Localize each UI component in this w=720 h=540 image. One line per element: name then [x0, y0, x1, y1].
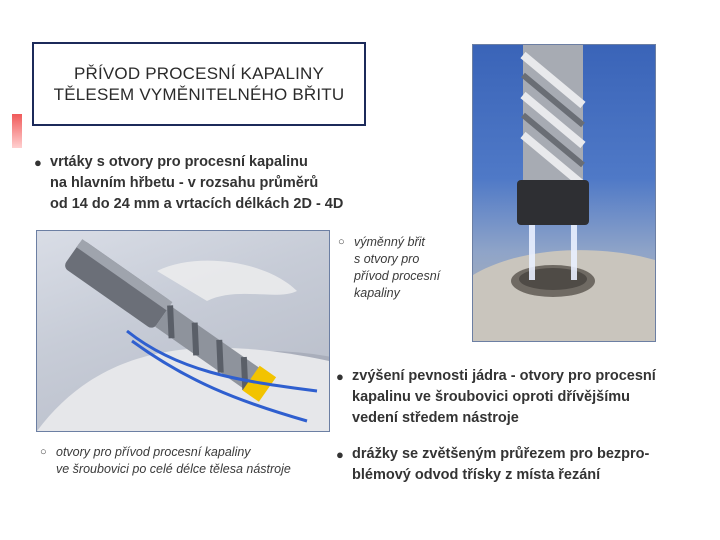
title-line-1: PŘÍVOD PROCESNÍ KAPALINY [73, 64, 325, 83]
bullet-line: drážky se zvětšeným průřezem pro bezpro- [352, 446, 650, 462]
note-coolant-holes [40, 444, 291, 478]
drill-illustration-left [37, 231, 329, 431]
drill-photo-left [36, 230, 330, 432]
note-insert [338, 234, 441, 302]
title-line-2: TĚLESEM VYMĚNITELNÉHO BŘITU [53, 85, 345, 104]
bullet-line: od 14 do 24 mm a vrtacích délkách 2D - 4D [50, 196, 344, 212]
note-line: kapaliny [354, 286, 400, 300]
bullet-core-strength [336, 366, 656, 429]
title-box [32, 42, 366, 126]
bullet-line: kapalinu ve šroubovici oproti dřívějšímu [352, 389, 630, 405]
hollow-bullet-icon: ○ [40, 446, 47, 458]
note-line: s otvory pro [354, 252, 420, 266]
drill-illustration-right [473, 45, 655, 341]
bullet-line: na hlavním hřbetu - v rozsahu průměrů [50, 175, 319, 191]
bullet-icon: ● [336, 447, 344, 462]
bullet-line: vedení středem nástroje [352, 410, 519, 426]
bullet-flute-grooves [336, 444, 650, 486]
note-line: otvory pro přívod procesní kapaliny [56, 445, 251, 459]
bullet-line: vrtáky s otvory pro procesní kapalinu [50, 154, 308, 170]
note-line: výměnný břit [354, 235, 425, 249]
drill-photo-right [472, 44, 656, 342]
bullet-line: zvýšení pevnosti jádra - otvory pro procesní [352, 368, 656, 384]
bullet-icon: ● [336, 369, 344, 384]
note-line: přívod procesní [354, 269, 441, 283]
accent-bar [12, 114, 22, 148]
bullet-drills-coolant [34, 152, 344, 215]
bullet-icon: ● [34, 155, 42, 170]
note-line: ve šroubovici po celé délce tělesa nástroje [56, 462, 291, 476]
bullet-line: blémový odvod třísky z místa řezání [352, 467, 601, 483]
hollow-bullet-icon: ○ [338, 236, 345, 248]
